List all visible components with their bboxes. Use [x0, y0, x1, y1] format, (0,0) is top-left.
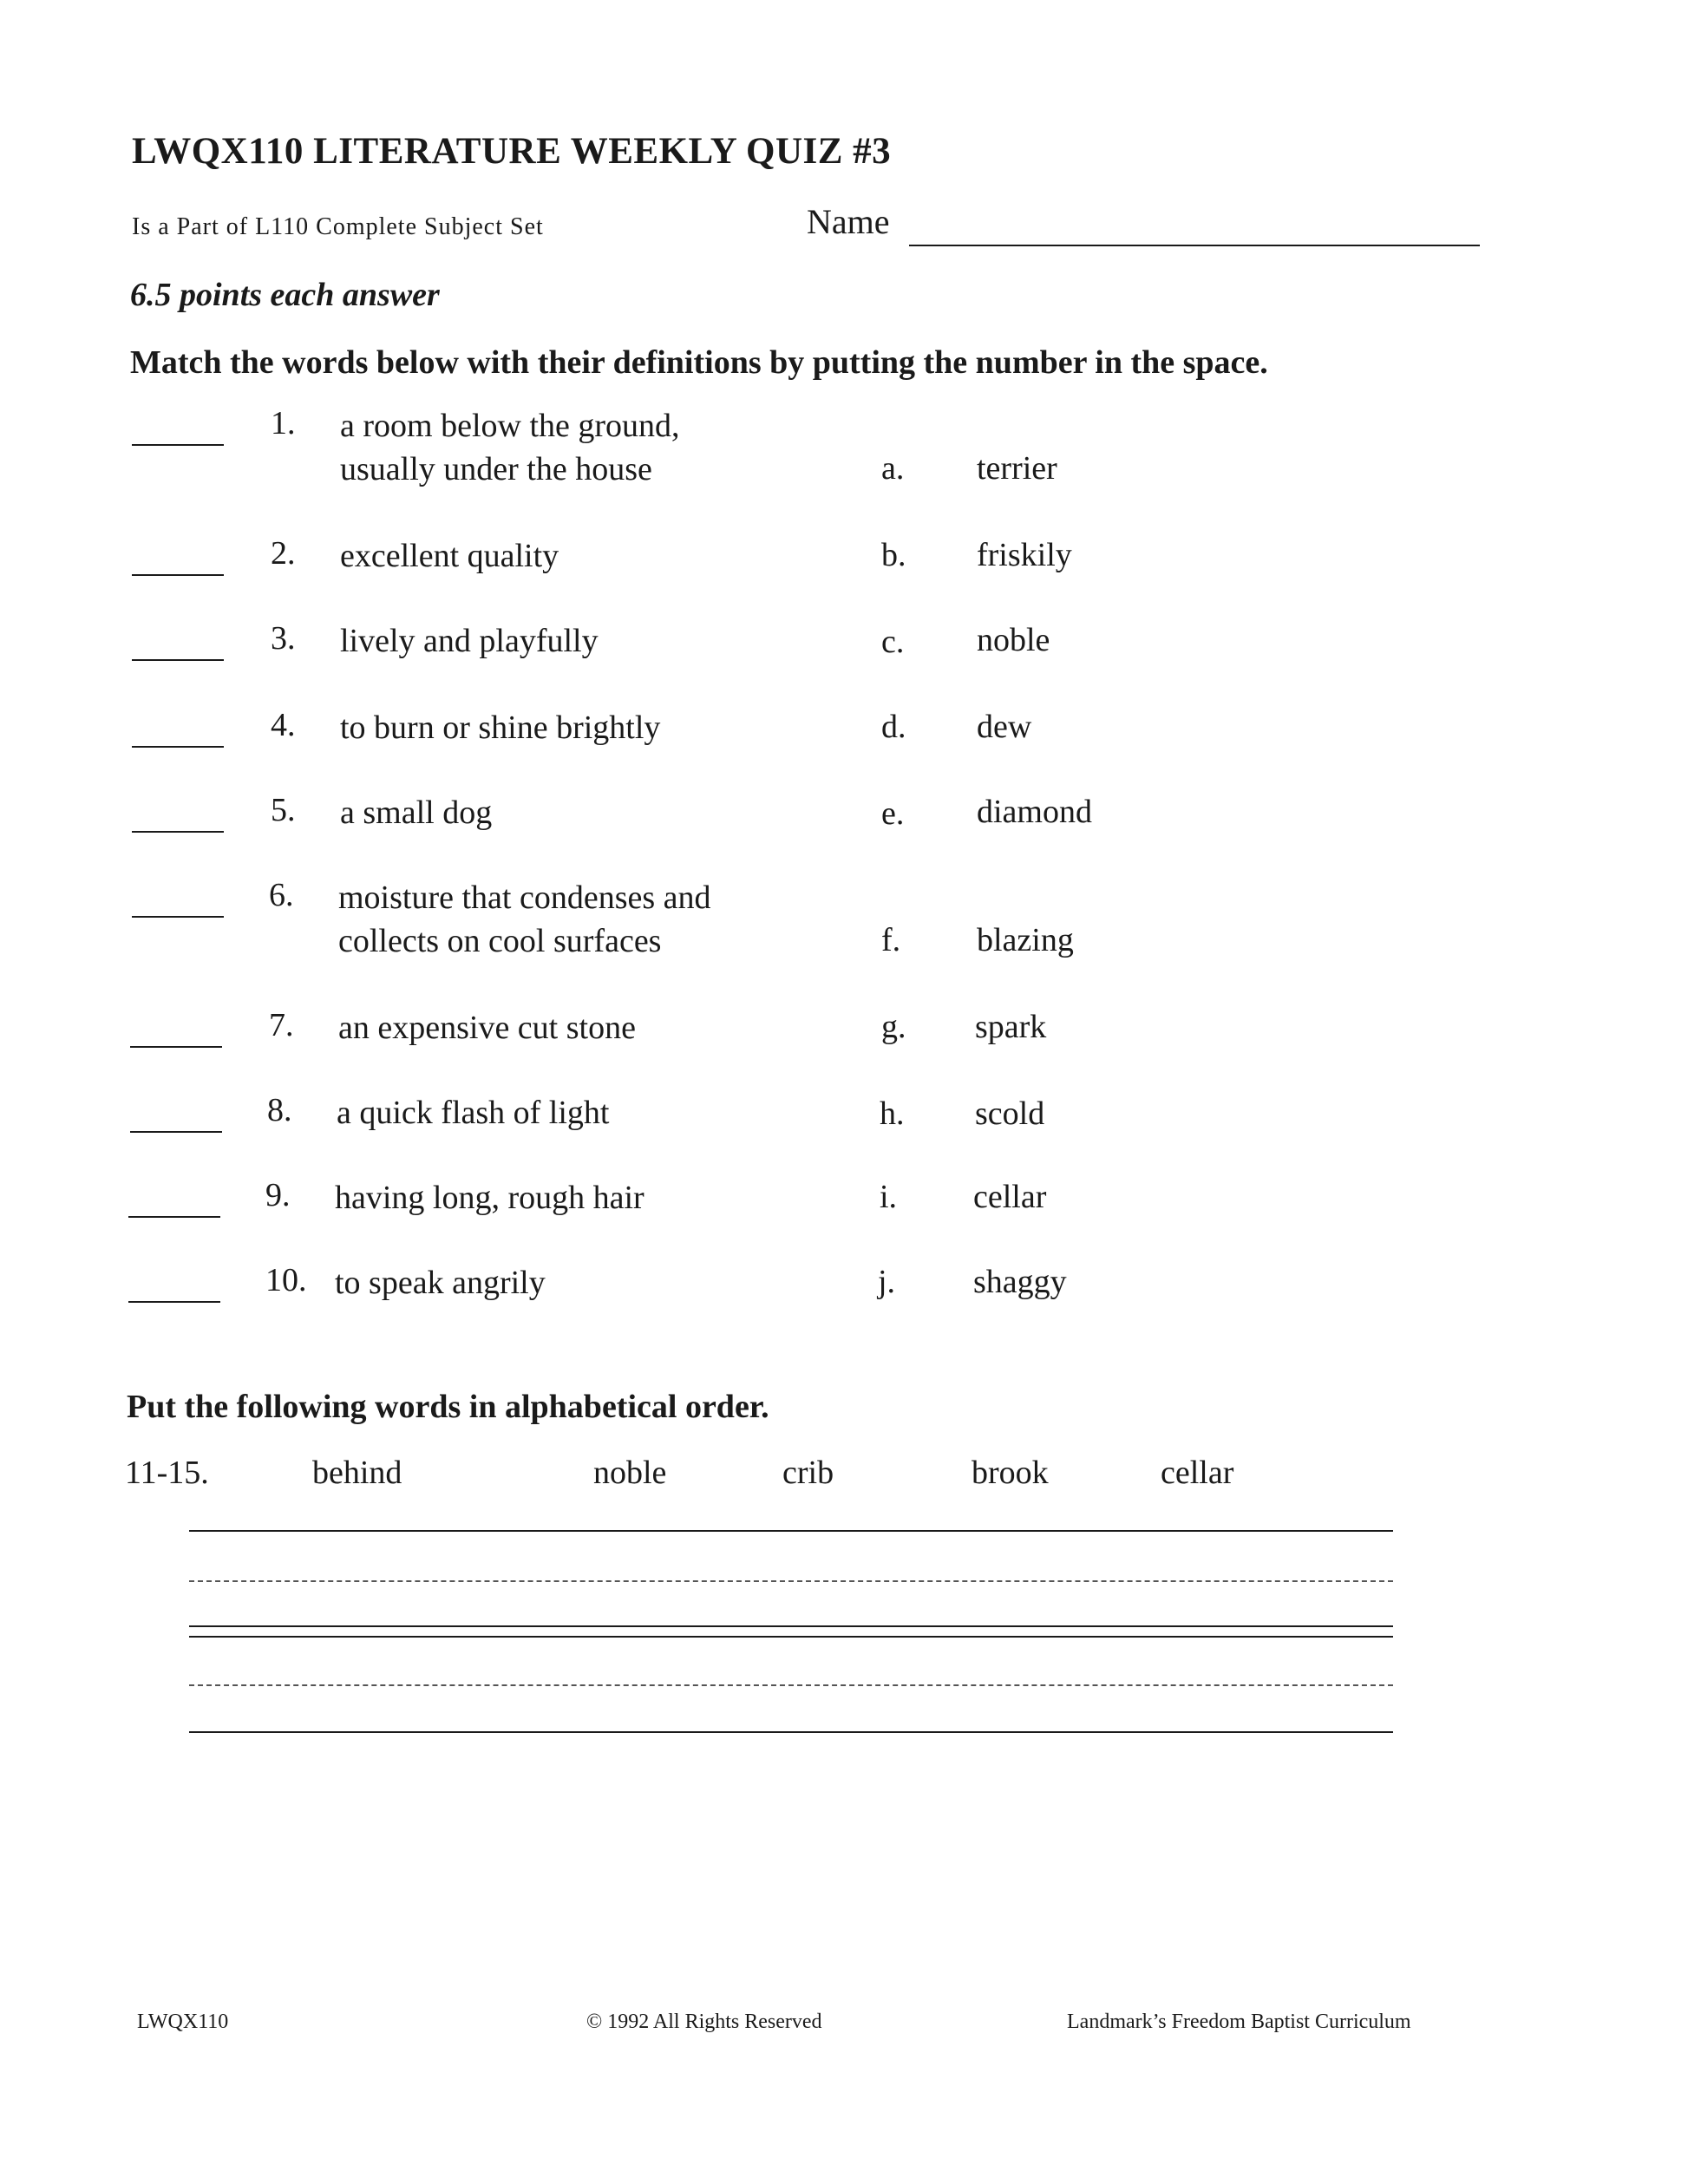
writing-line[interactable]: [189, 1625, 1393, 1627]
writing-guide-dashed: [189, 1580, 1393, 1582]
definition-line-1: to burn or shine brightly: [340, 709, 661, 746]
word-bank-item: cellar: [1161, 1455, 1234, 1491]
definition-line-1: an expensive cut stone: [338, 1010, 636, 1046]
answer-blank[interactable]: [132, 574, 224, 576]
alphabetical-heading: Put the following words in alphabetical order.: [127, 1389, 769, 1425]
writing-line[interactable]: [189, 1731, 1393, 1733]
name-label: Name: [807, 202, 890, 241]
definition-line-1: a room below the ground,: [340, 408, 680, 444]
item-number: 10.: [265, 1262, 307, 1298]
choice-word: blazing: [977, 922, 1074, 958]
quiz-subtitle: Is a Part of L110 Complete Subject Set: [132, 213, 544, 240]
name-field-line[interactable]: [909, 245, 1480, 246]
choice-word: diamond: [977, 794, 1092, 830]
writing-line[interactable]: [189, 1530, 1393, 1532]
definition-line-1: having long, rough hair: [335, 1180, 644, 1216]
definition-line-1: lively and playfully: [340, 623, 599, 659]
definition-line-1: a quick flash of light: [337, 1095, 610, 1131]
choice-letter: d.: [881, 709, 906, 745]
definition-line-1: a small dog: [340, 794, 493, 831]
answer-blank[interactable]: [128, 1216, 220, 1218]
answer-blank[interactable]: [130, 1046, 222, 1048]
question-range: 11-15.: [125, 1455, 209, 1491]
definition-line-1: to speak angrily: [335, 1265, 546, 1301]
choice-letter: e.: [881, 795, 905, 832]
choice-word: shaggy: [973, 1264, 1067, 1300]
definition-line-1: moisture that condenses and: [338, 879, 711, 916]
item-number: 2.: [271, 535, 296, 572]
choice-letter: h.: [880, 1095, 905, 1132]
answer-blank[interactable]: [132, 746, 224, 748]
matching-instructions: Match the words below with their definitions by putting the number in the space.: [130, 344, 1268, 381]
choice-word: friskily: [977, 537, 1072, 573]
definition-line-2: usually under the house: [340, 451, 652, 487]
word-bank-item: crib: [782, 1455, 834, 1491]
choice-word: terrier: [977, 450, 1057, 487]
answer-blank[interactable]: [132, 831, 224, 833]
answer-blank[interactable]: [130, 1131, 222, 1133]
word-bank-item: brook: [972, 1455, 1049, 1491]
choice-letter: j.: [878, 1264, 896, 1300]
quiz-title: LWQX110 LITERATURE WEEKLY QUIZ #3: [132, 131, 892, 172]
choice-letter: c.: [881, 624, 905, 660]
choice-word: spark: [975, 1009, 1047, 1045]
writing-line[interactable]: [189, 1636, 1393, 1638]
answer-blank[interactable]: [128, 1301, 220, 1303]
choice-word: noble: [977, 622, 1050, 658]
definition-line-1: excellent quality: [340, 538, 559, 574]
choice-letter: f.: [881, 922, 901, 958]
choice-letter: b.: [881, 537, 906, 573]
footer-code: LWQX110: [137, 2011, 229, 2033]
answer-blank[interactable]: [132, 659, 224, 661]
item-number: 4.: [271, 707, 296, 743]
answer-blank[interactable]: [132, 444, 224, 446]
item-number: 8.: [267, 1092, 292, 1128]
item-number: 6.: [269, 877, 294, 913]
footer-copyright: © 1992 All Rights Reserved: [586, 2011, 822, 2033]
choice-word: dew: [977, 709, 1032, 745]
item-number: 1.: [271, 405, 296, 441]
choice-letter: i.: [880, 1179, 898, 1215]
choice-word: scold: [975, 1095, 1045, 1132]
word-bank-item: noble: [593, 1455, 667, 1491]
footer-publisher: Landmark’s Freedom Baptist Curriculum: [1067, 2011, 1411, 2033]
word-bank-item: behind: [312, 1455, 402, 1491]
item-number: 3.: [271, 620, 296, 657]
item-number: 5.: [271, 792, 296, 828]
answer-blank[interactable]: [132, 916, 224, 918]
choice-word: cellar: [973, 1179, 1047, 1215]
choice-letter: g.: [881, 1009, 906, 1045]
writing-guide-dashed: [189, 1684, 1393, 1686]
choice-letter: a.: [881, 450, 905, 487]
definition-line-2: collects on cool surfaces: [338, 923, 662, 959]
item-number: 7.: [269, 1007, 294, 1043]
item-number: 9.: [265, 1177, 291, 1213]
points-note: 6.5 points each answer: [130, 277, 440, 313]
